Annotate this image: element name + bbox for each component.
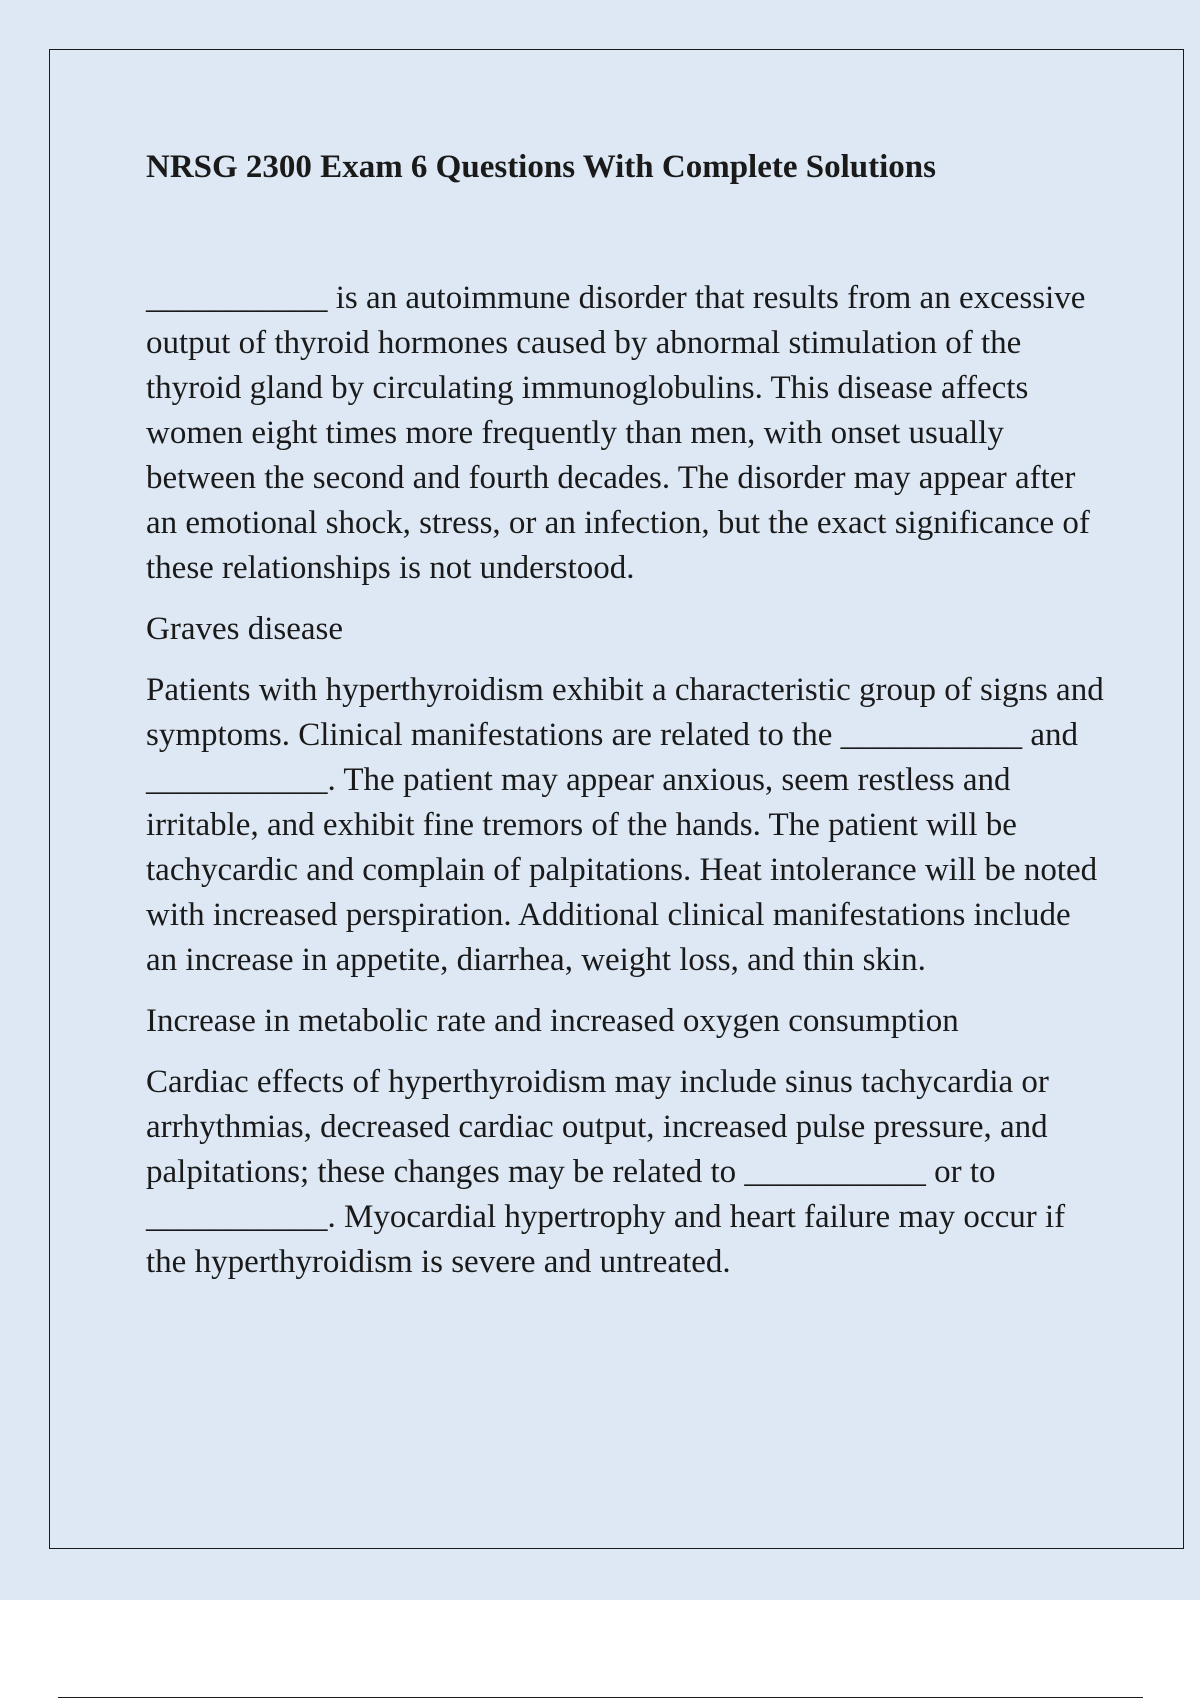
answer-1-text: Graves disease [146, 611, 344, 647]
document-title: NRSG 2300 Exam 6 Questions With Complete Solutions [146, 149, 936, 185]
answer-2-text: Increase in metabolic rate and increased oxygen consumption [146, 1003, 959, 1039]
document-body [146, 140, 1106, 1301]
footer-divider [58, 1697, 1143, 1698]
question-2-text: Patients with hyperthyroidism exhibit a characteristic group of signs and symptoms. Clinical manifestations are related to the ___________ and ___________. The patient may appear anxious, seem restless and irritable, and exhibit fine tremors of the hands. The patient will be tachycardic and complain of palpitations. Heat intolerance will be noted with increased perspiration. Additional clinical manifestations include an increase in appetite, diarrhea, weight loss, and thin skin. [146, 672, 1104, 978]
question-1-text: ___________ is an autoimmune disorder that results from an excessive output of thyroid hormones caused by abnormal stimulation of the thyroid gland by circulating immunoglobulins. This disease affects women eight times more frequently than men, with onset usually between the second and fourth decades. The disorder may appear after an emotional shock, stress, or an infection, but the exact significance of these relationships is not understood. [146, 280, 1090, 586]
question-3-text: Cardiac effects of hyperthyroidism may include sinus tachycardia or arrhythmias, decreased cardiac output, increased pulse pressure, and palpitations; these changes may be related to ___________ or to ___________. Myocardial hypertrophy and heart failure may occur if the hyperthyroidism is severe and untreated. [146, 1064, 1066, 1280]
